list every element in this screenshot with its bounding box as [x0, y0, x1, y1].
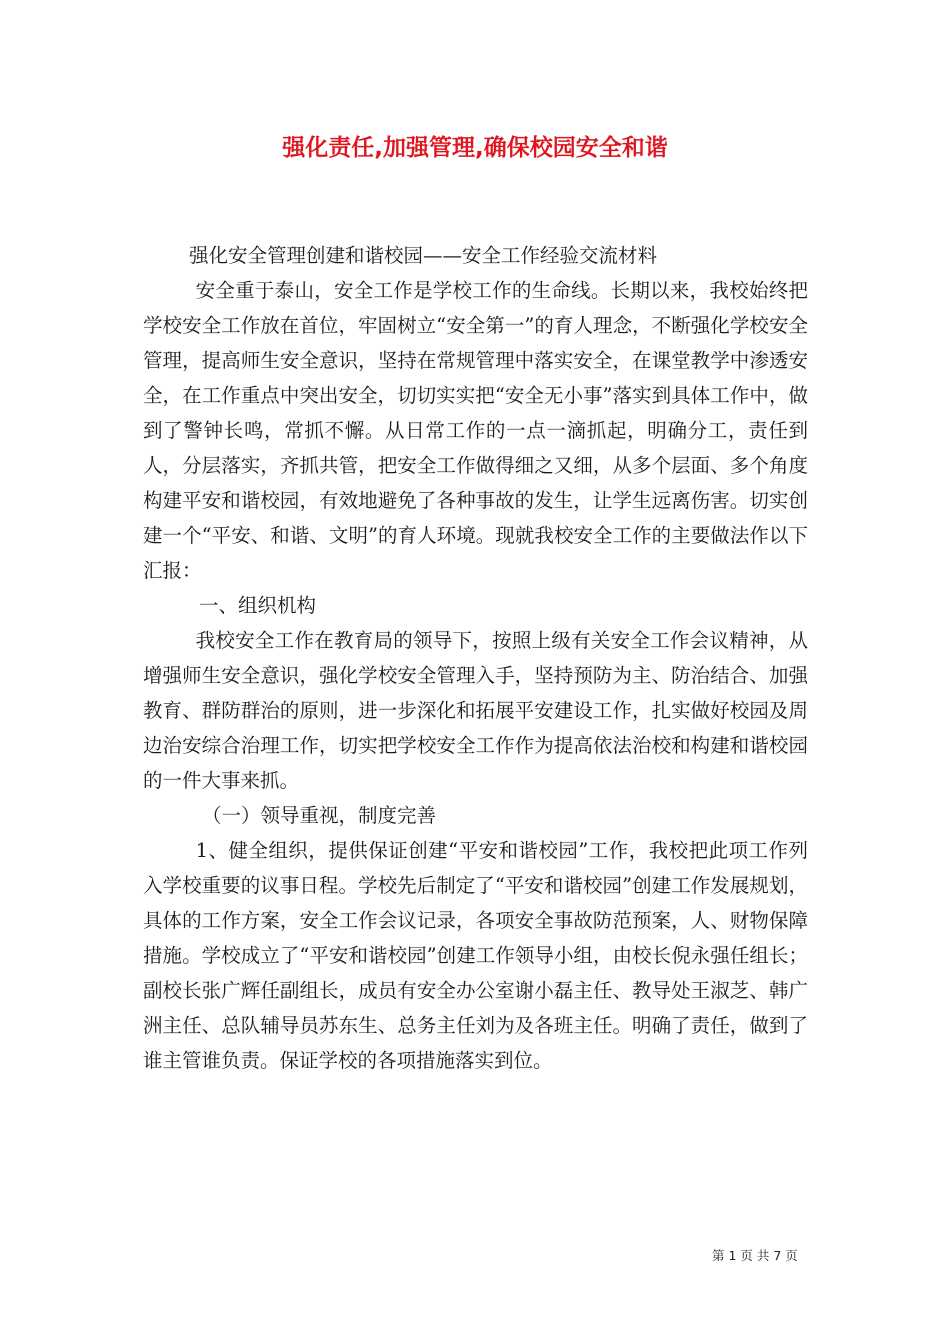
document-subtitle: 强化安全管理创建和谐校园——安全工作经验交流材料: [189, 244, 658, 267]
item-paragraph: 1、健全组织，提供保证创建“平安和谐校园”工作，我校把此项工作列入学校重要的议事日程。学校先后制定了“平安和谐校园”创建工作发展规划，具体的工作方案，安全工作会议记录，各项安全事故防范预案，人、财物保障措施。学校成立了“平安和谐校园”创建工作领导小组，由校长倪永强任组长；副校长张广辉任副组长，成员有安全办公室谢小磊主任、教导处王淑芝、韩广洲主任、总队辅导员苏东生、总务主任刘为及各班主任。明确了责任，做到了谁主管谁负责。保证学校的各项措施落实到位。: [143, 839, 808, 1072]
subsection-heading: （一）领导重视，制度完善: [202, 804, 437, 827]
document-title: 强化责任,加强管理,确保校园安全和谐: [282, 135, 668, 161]
section-paragraph: 我校安全工作在教育局的领导下，按照上级有关安全工作会议精神，从增强师生安全意识，强化学校安全管理入手，坚持预防为主、防治结合、加强教育、群防群治的原则，进一步深化和拓展平安建设工作，扎实做好校园及周边治安综合治理工作，切实把学校安全工作作为提高依法治校和构建和谐校园的一件大事来抓。: [143, 629, 808, 792]
intro-paragraph: 安全重于泰山，安全工作是学校工作的生命线。长期以来，我校始终把学校安全工作放在首位，牢固树立“安全第一”的育人理念，不断强化学校安全管理，提高师生安全意识，坚持在常规管理中落实安全，在课堂教学中渗透安全，在工作重点中突出安全，切切实实把“安全无小事”落实到具体工作中，做到了警钟长鸣，常抓不懈。从日常工作的一点一滴抓起，明确分工，责任到人，分层落实，齐抓共管，把安全工作做得细之又细，从多个层面、多个角度构建平安和谐校园，有效地避免了各种事故的发生，让学生远离伤害。切实创建一个“平安、和谐、文明”的育人环境。现就我校安全工作的主要做法作以下汇报：: [143, 279, 808, 582]
section-heading: 一、组织机构: [199, 594, 317, 617]
page-number: 第 1 页 共 7 页: [712, 1248, 798, 1263]
document-body: [143, 238, 808, 1078]
